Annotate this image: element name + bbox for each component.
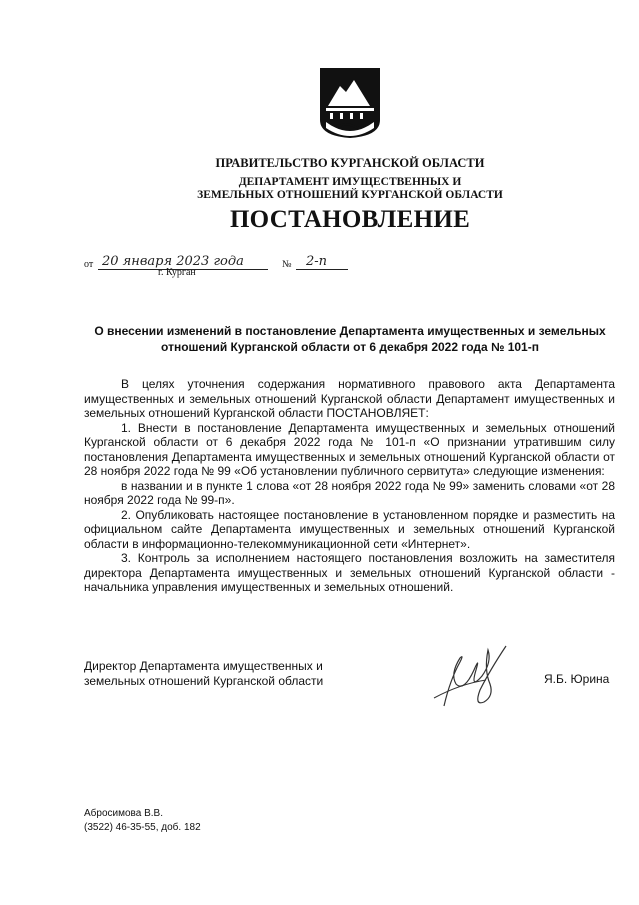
body-paragraph: В целях уточнения содержания нормативного правового акта Департамента имущественных и земельных отношений Курганской области Департамент имущественных и земельных отношений Курганской области ПОСТАНОВЛЯЕТ: <box>84 377 615 420</box>
document-body <box>84 377 615 595</box>
date-prefix: от <box>84 259 94 270</box>
document-type-heading: ПОСТАНОВЛЕНИЕ <box>229 206 471 233</box>
date-number-line <box>84 255 354 277</box>
executor-phone: (3522) 46-35-55, доб. 182 <box>84 822 201 833</box>
number-underline <box>296 269 348 270</box>
coat-of-arms-emblem <box>318 66 382 140</box>
city-label: г. Курган <box>158 267 196 278</box>
body-paragraph: 3. Контроль за исполнением настоящего постановления возложить на заместителя директора Департамента имущественных и земельных отношений Курганской области - начальника управления имущественных и земельных отношений. <box>84 551 615 594</box>
signatory-name: Я.Б. Юрина <box>544 672 610 686</box>
date-handwritten: 20 января 2023 года <box>102 254 244 269</box>
department-title-line1: ДЕПАРТАМЕНТ ИМУЩЕСТВЕННЫХ И <box>238 176 462 188</box>
department-title-line2: ЗЕМЕЛЬНЫХ ОТНОШЕНИЙ КУРГАНСКОЙ ОБЛАСТИ <box>197 189 503 201</box>
body-paragraph: 2. Опубликовать настоящее постановление в установленном порядке и разместить на официальном сайте Департамента имущественных и земельных отношений Курганской области в информационно-телекоммуникационной сети «Интернет». <box>84 507 615 551</box>
document-subject: О внесении изменений в постановление Департамента имущественных и земельных отношений Курганской области от 6 декабря 2022 года № 101-п <box>94 324 606 354</box>
body-paragraph: в названии и в пункте 1 слова «от 28 ноября 2022 года № 99» заменить словами «от 28 ноября 2022 года № 99-п». <box>84 478 615 507</box>
signatory-title-line1: Директор Департамента имущественных и <box>84 659 323 673</box>
number-handwritten: 2-п <box>306 254 328 269</box>
number-prefix: № <box>282 259 292 270</box>
handwritten-signature <box>430 640 510 714</box>
signatory-title-line2: земельных отношений Курганской области <box>84 674 324 688</box>
executor-name: Абросимова В.В. <box>84 808 163 819</box>
body-paragraph: 1. Внести в постановление Департамента имущественных и земельных отношений Курганской области от 6 декабря 2022 года № 101-п «О признании утратившим силу постановления Департамента имущественных и земельных отношений Курганской области от 28 ноября 2022 года № 99 «Об установлении публичного сервитута» следующие изменения: <box>84 420 615 478</box>
government-title: ПРАВИТЕЛЬСТВО КУРГАНСКОЙ ОБЛАСТИ <box>215 156 485 170</box>
